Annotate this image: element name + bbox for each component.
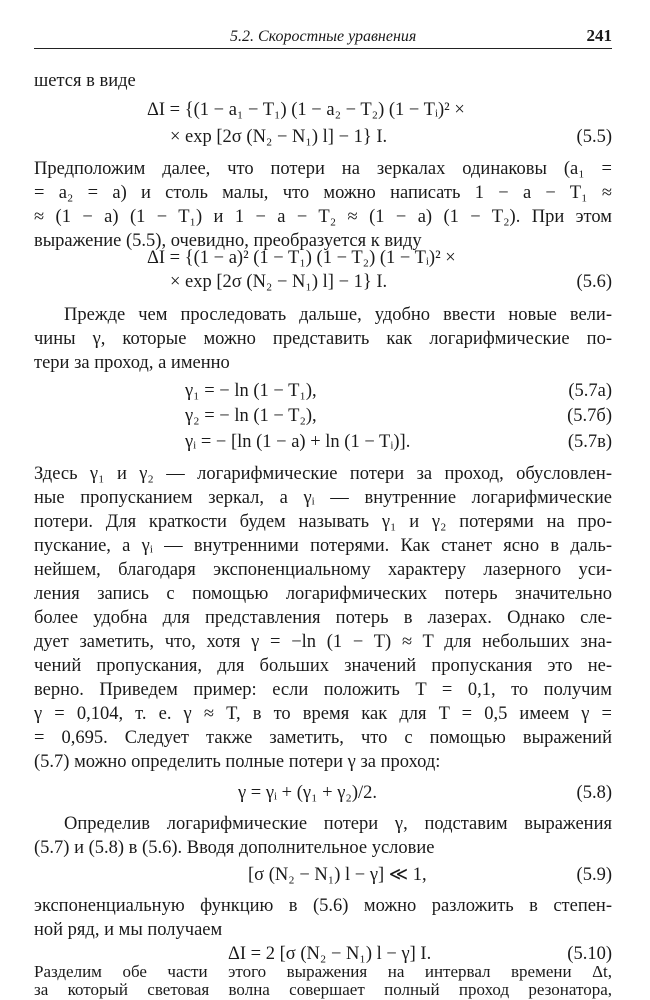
equation-5-7v: γᵢ = − [ln (1 − a) + ln (1 − Tᵢ)]. bbox=[185, 432, 411, 452]
text-line: ной ряд, и мы получаем bbox=[34, 920, 223, 940]
text-line: = a₂ = a) и столь малы, что можно написать 1 − a − T₁ ≈ bbox=[34, 183, 612, 203]
running-title: 5.2. Скоростные уравнения bbox=[230, 28, 417, 45]
equation-5-7a: γ₁ = − ln (1 − T₁), bbox=[185, 381, 317, 401]
equation-number: (5.7в) bbox=[567, 432, 612, 452]
text-line: экспоненциальную функцию в (5.6) можно разложить в степен- bbox=[34, 896, 612, 916]
equation-5-6-line-2: × exp [2σ (N₂ − N₁) l] − 1} I. bbox=[170, 272, 388, 292]
equation-5-7b: γ₂ = − ln (1 − T₂), bbox=[185, 406, 317, 426]
equation-number: (5.10) bbox=[567, 944, 612, 964]
text-line: более удобна для представления потерь в лазерах. Однако сле- bbox=[34, 608, 612, 628]
equation-5-5-line-1: ΔI = {(1 − a₁ − T₁) (1 − a₂ − T₂) (1 − Tᵢ)² × bbox=[147, 100, 465, 120]
text-line: ные пропусканием зеркал, а γᵢ — внутренние логарифмические bbox=[34, 488, 612, 508]
equation-5-9: [σ (N₂ − N₁) l − γ] ≪ 1, bbox=[248, 865, 427, 885]
text-line: чений пропускания, для больших значений пропускания это не- bbox=[34, 656, 612, 676]
text-line: Предположим далее, что потери на зеркалах одинаковы (a₁ = bbox=[34, 159, 612, 179]
text-line: ≈ (1 − a) (1 − T₁) и 1 − a − T₂ ≈ (1 − a) (1 − T₂). При этом bbox=[34, 207, 612, 227]
equation-number: (5.9) bbox=[576, 865, 612, 885]
text-line: дует заметить, что, хотя γ = −ln (1 − T) ≈ T для небольших зна- bbox=[34, 632, 612, 652]
text-line: чины γ, которые можно представить как логарифмические по- bbox=[34, 329, 612, 349]
equation-number: (5.6) bbox=[576, 272, 612, 292]
running-header bbox=[34, 24, 612, 49]
text-line: шется в виде bbox=[34, 71, 136, 91]
text-line: = 0,695. Следует также заметить, что с помощью выражений bbox=[34, 728, 612, 748]
equation-number: (5.5) bbox=[576, 127, 612, 147]
equation-number: (5.7б) bbox=[567, 406, 612, 426]
text-line: пускание, а γᵢ — внутренними потерями. Как станет ясно в даль- bbox=[34, 536, 612, 556]
text-line: выражение (5.5), очевидно, преобразуется к виду bbox=[34, 231, 422, 251]
text-line: Разделим обе части этого выражения на интервал времени Δt, bbox=[34, 962, 612, 981]
equation-number: (5.8) bbox=[576, 783, 612, 803]
text-line: тери за проход, а именно bbox=[34, 353, 230, 373]
text-line: (5.7) и (5.8) в (5.6). Вводя дополнительное условие bbox=[34, 838, 435, 858]
text-line: нейшем, благодаря экспоненциальному характеру лазерного уси- bbox=[34, 560, 612, 580]
text-line: Определив логарифмические потери γ, подставим выражения bbox=[64, 814, 612, 834]
equation-number: (5.7а) bbox=[568, 381, 612, 401]
page-number: 241 bbox=[586, 26, 612, 45]
text-line: ления запись с помощью логарифмических потерь значительно bbox=[34, 584, 612, 604]
text-line: Здесь γ₁ и γ₂ — логарифмические потери за проход, обусловлен- bbox=[34, 464, 612, 484]
equation-5-5-line-2: × exp [2σ (N₂ − N₁) l] − 1} I. bbox=[170, 127, 388, 147]
text-line: верно. Приведем пример: если положить T = 0,1, то получим bbox=[34, 680, 612, 700]
text-line: (5.7) можно определить полные потери γ за проход: bbox=[34, 752, 441, 772]
text-line: γ = 0,104, т. е. γ ≈ T, в то время как для T = 0,5 имеем γ = bbox=[34, 704, 612, 724]
equation-5-10: ΔI = 2 [σ (N₂ − N₁) l − γ] I. bbox=[228, 944, 432, 964]
text-line: за который световая волна совершает полный проход резонатора, bbox=[34, 980, 612, 999]
text-line: потери. Для краткости будем называть γ₁ и γ₂ потерями на про- bbox=[34, 512, 612, 532]
equation-5-6-line-1: ΔI = {(1 − a)² (1 − T₁) (1 − T₂) (1 − Tᵢ)² × bbox=[147, 248, 456, 268]
text-line: Прежде чем проследовать дальше, удобно ввести новые вели- bbox=[64, 305, 612, 325]
equation-5-8: γ = γᵢ + (γ₁ + γ₂)/2. bbox=[238, 783, 378, 803]
